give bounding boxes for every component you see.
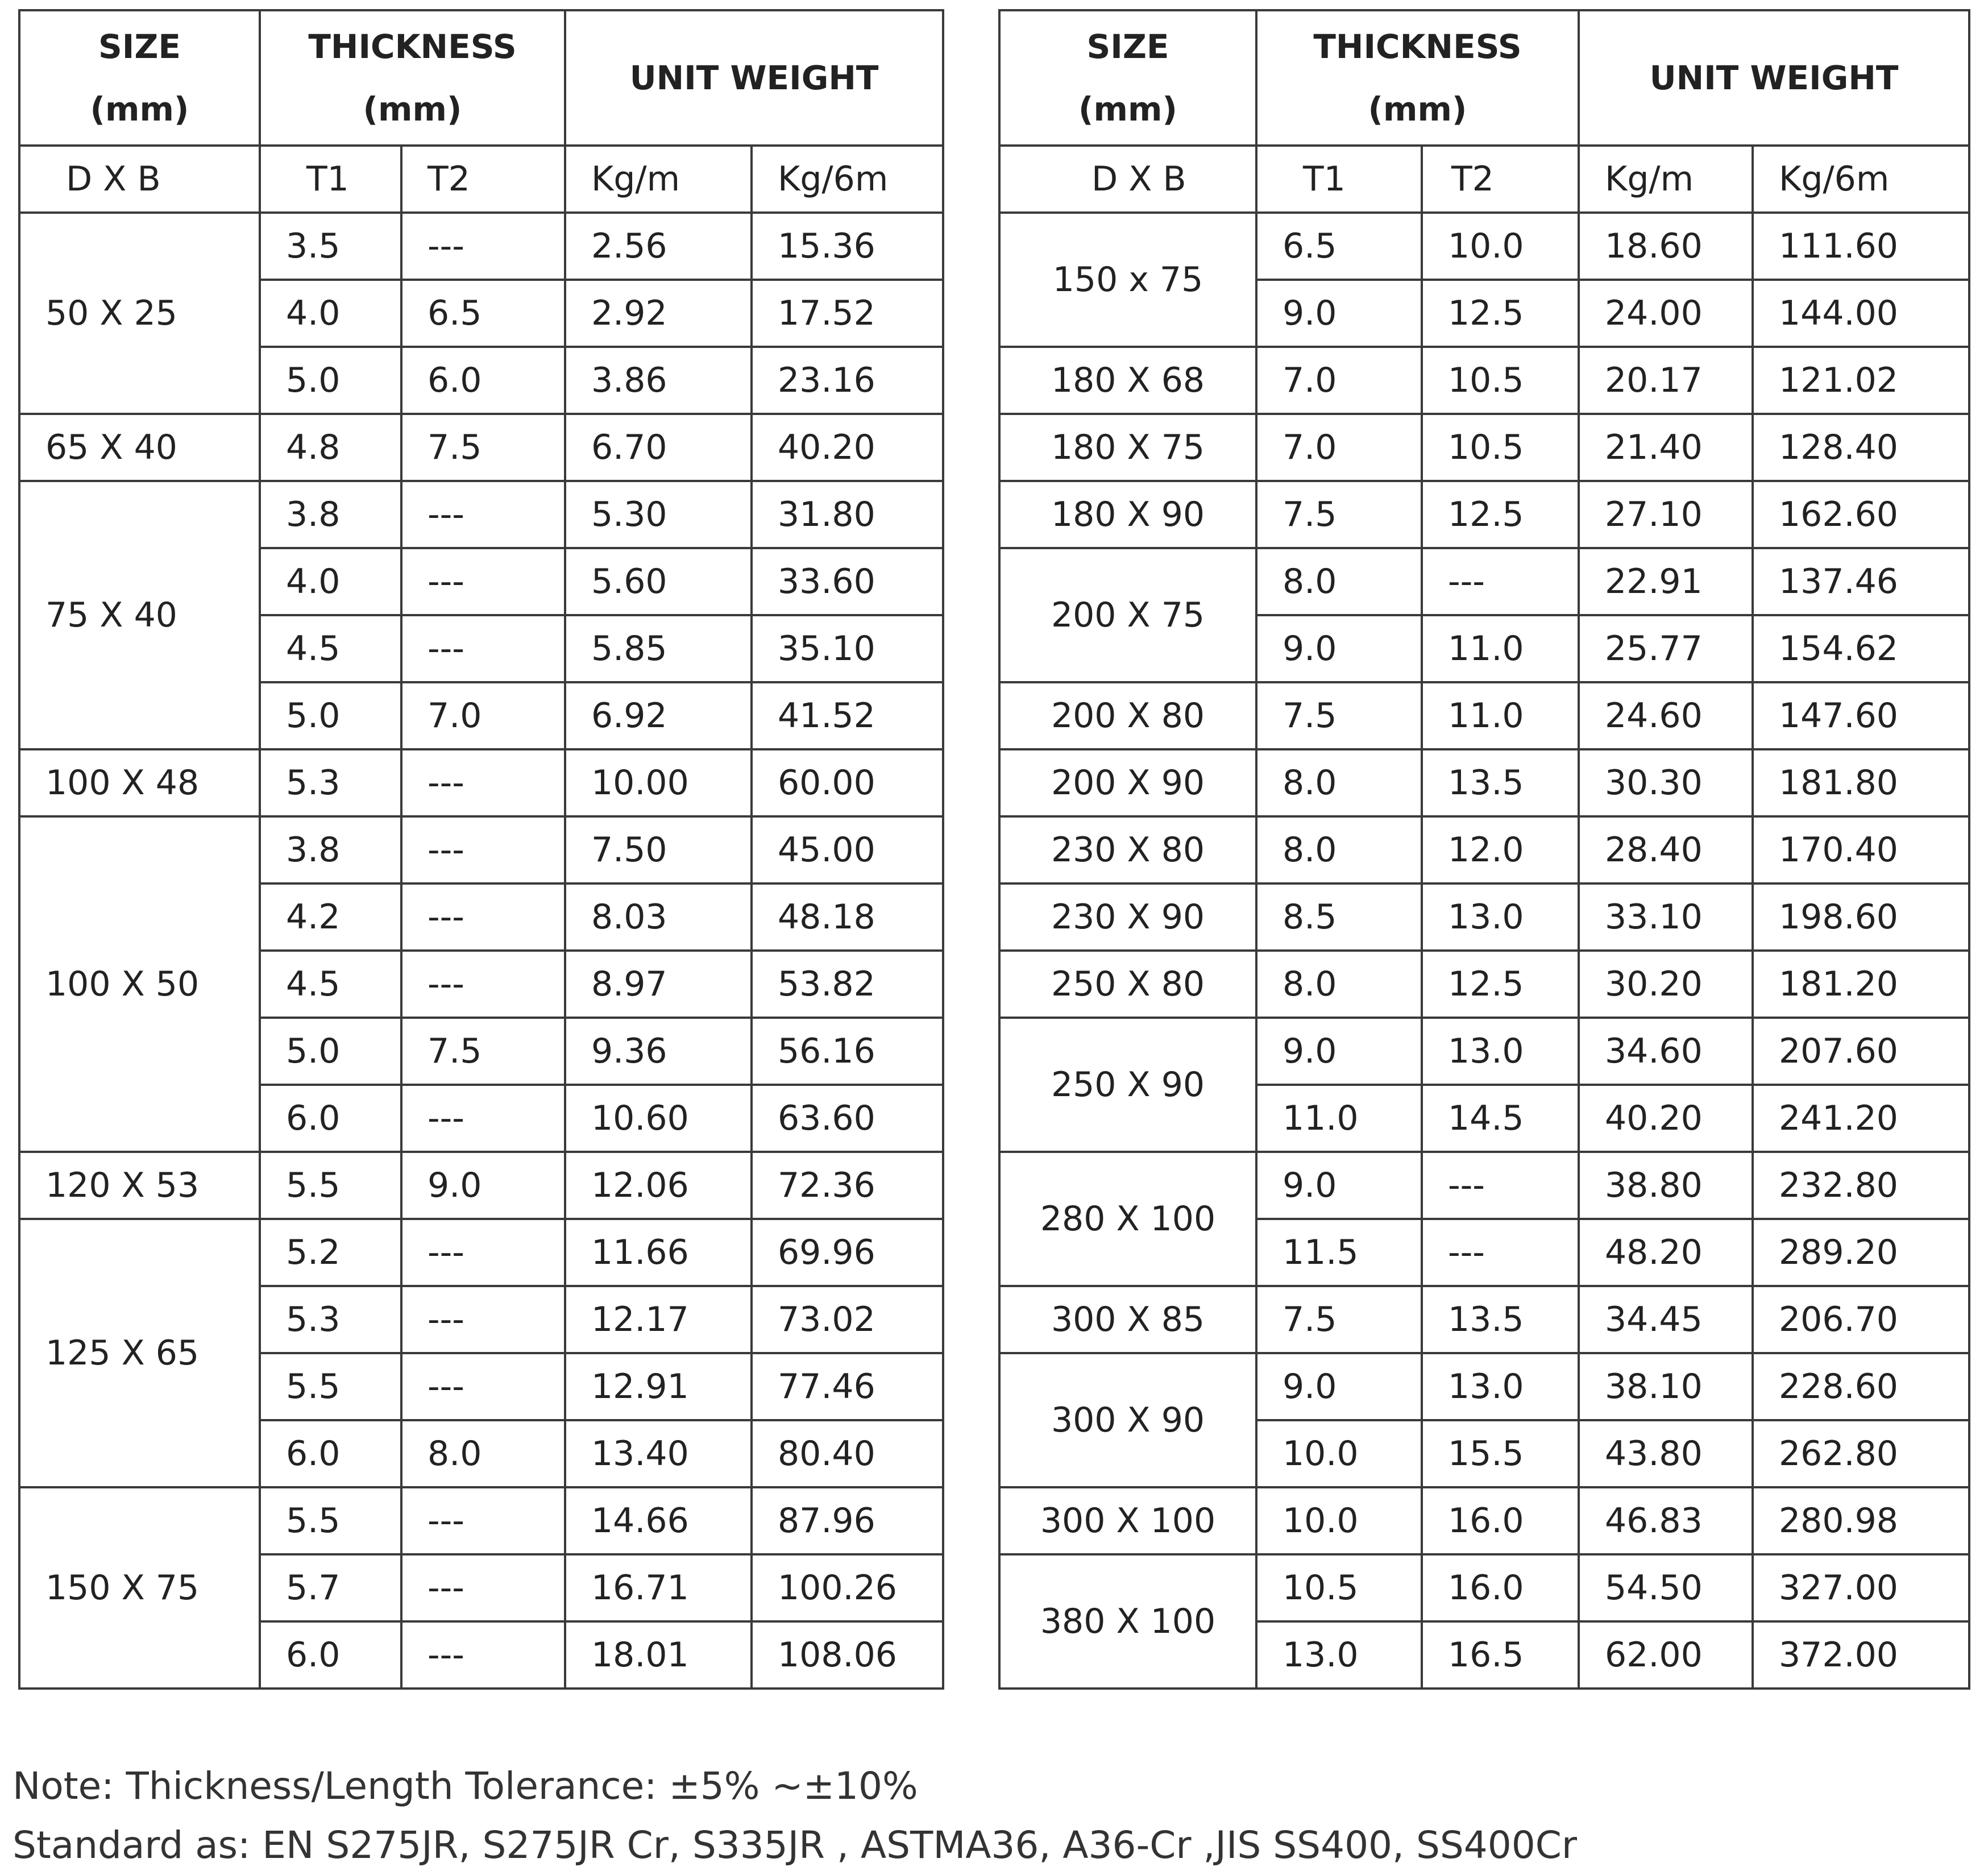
kg6m-cell: 77.46 [752, 1353, 943, 1420]
kgm-cell: 24.60 [1579, 682, 1753, 749]
kgm-cell: 25.77 [1579, 615, 1753, 682]
t1-cell: 7.0 [1256, 414, 1422, 481]
table-row [19, 1219, 943, 1286]
t2-cell: 13.0 [1422, 1353, 1579, 1420]
table-row [999, 749, 1969, 816]
t1-cell: 7.5 [1256, 1286, 1422, 1353]
table-row [999, 1353, 1969, 1420]
size-cell: 150 X 75 [19, 1487, 260, 1689]
size-cell: 200 X 90 [999, 749, 1256, 816]
kg6m-cell: 56.16 [752, 1018, 943, 1085]
kgm-cell: 27.10 [1579, 481, 1753, 548]
size-cell: 180 X 75 [999, 414, 1256, 481]
kg6m-cell: 162.60 [1753, 481, 1969, 548]
kgm-cell: 12.06 [565, 1152, 752, 1219]
t1-cell: 8.5 [1256, 883, 1422, 951]
t2-cell: 16.0 [1422, 1487, 1579, 1554]
t2-cell: 6.5 [401, 280, 565, 347]
kgm-cell: 3.86 [565, 347, 752, 414]
kg6m-cell: 100.26 [752, 1554, 943, 1621]
kg6m-cell: 144.00 [1753, 280, 1969, 347]
kgm-cell: 34.60 [1579, 1018, 1753, 1085]
t1-cell: 4.8 [260, 414, 401, 481]
t1-cell: 5.7 [260, 1554, 401, 1621]
kg6m-cell: 154.62 [1753, 615, 1969, 682]
kg6m-cell: 15.36 [752, 213, 943, 280]
kg6m-cell: 73.02 [752, 1286, 943, 1353]
t1-cell: 3.8 [260, 816, 401, 883]
size-cell: 180 X 90 [999, 481, 1256, 548]
kgm-cell: 48.20 [1579, 1219, 1753, 1286]
size-cell: 100 X 48 [19, 749, 260, 816]
kg6m-cell: 33.60 [752, 548, 943, 615]
t1-cell: 3.5 [260, 213, 401, 280]
t2-cell: 12.5 [1422, 951, 1579, 1018]
kgm-cell: 33.10 [1579, 883, 1753, 951]
table-row [999, 1018, 1969, 1085]
kgm-cell: 13.40 [565, 1420, 752, 1487]
t1-cell: 7.0 [1256, 347, 1422, 414]
size-cell: 125 X 65 [19, 1219, 260, 1487]
kg6m-cell: 48.18 [752, 883, 943, 951]
kgm-cell: 40.20 [1579, 1085, 1753, 1152]
t2-cell: --- [401, 548, 565, 615]
t2-cell: --- [401, 1554, 565, 1621]
size-cell: 150 x 75 [999, 213, 1256, 347]
kgm-cell: 16.71 [565, 1554, 752, 1621]
kgm-cell: 5.60 [565, 548, 752, 615]
t2-cell: 10.5 [1422, 414, 1579, 481]
t2-cell: 16.0 [1422, 1554, 1579, 1621]
size-cell: 65 X 40 [19, 414, 260, 481]
size-cell: 300 X 85 [999, 1286, 1256, 1353]
kgm-cell: 18.01 [565, 1621, 752, 1689]
size-cell: 300 X 100 [999, 1487, 1256, 1554]
t1-cell: 4.0 [260, 280, 401, 347]
kg6m-cell: 40.20 [752, 414, 943, 481]
kg6m-cell: 80.40 [752, 1420, 943, 1487]
t2-cell: 7.5 [401, 414, 565, 481]
kgm-cell: 12.91 [565, 1353, 752, 1420]
t1-cell: 4.0 [260, 548, 401, 615]
t2-cell: 11.0 [1422, 615, 1579, 682]
kg6m-cell: 111.60 [1753, 213, 1969, 280]
kgm-cell: 12.17 [565, 1286, 752, 1353]
table-row [999, 347, 1969, 414]
t2-cell: 13.5 [1422, 1286, 1579, 1353]
table-row [999, 1554, 1969, 1621]
kgm-cell: 18.60 [1579, 213, 1753, 280]
kg6m-header: Kg/6m [752, 146, 943, 213]
kgm-cell: 2.92 [565, 280, 752, 347]
t2-cell: --- [401, 749, 565, 816]
dxb-header: D X B [999, 146, 1256, 213]
kg6m-header: Kg/6m [1753, 146, 1969, 213]
size-cell: 200 X 75 [999, 548, 1256, 682]
kg6m-cell: 280.98 [1753, 1487, 1969, 1554]
size-cell: 280 X 100 [999, 1152, 1256, 1286]
t1-cell: 11.0 [1256, 1085, 1422, 1152]
t1-cell: 5.3 [260, 1286, 401, 1353]
kgm-cell: 22.91 [1579, 548, 1753, 615]
t2-cell: 12.5 [1422, 280, 1579, 347]
table-row [999, 816, 1969, 883]
kgm-cell: 38.80 [1579, 1152, 1753, 1219]
kgm-cell: 10.00 [565, 749, 752, 816]
t2-cell: 13.0 [1422, 1018, 1579, 1085]
t2-cell: 13.5 [1422, 749, 1579, 816]
t2-cell: 14.5 [1422, 1085, 1579, 1152]
table-row [19, 481, 943, 548]
header-row [19, 10, 943, 146]
size-header: SIZE (mm) [19, 10, 260, 146]
t1-cell: 5.5 [260, 1152, 401, 1219]
table-row [999, 1286, 1969, 1353]
kgm-cell: 20.17 [1579, 347, 1753, 414]
kgm-cell: 9.36 [565, 1018, 752, 1085]
t1-cell: 3.8 [260, 481, 401, 548]
table-row [19, 213, 943, 280]
t1-cell: 6.5 [1256, 213, 1422, 280]
kg6m-cell: 53.82 [752, 951, 943, 1018]
kg6m-cell: 207.60 [1753, 1018, 1969, 1085]
subheader-row [999, 146, 1969, 213]
kgm-cell: 46.83 [1579, 1487, 1753, 1554]
t1-cell: 5.2 [260, 1219, 401, 1286]
kg6m-cell: 23.16 [752, 347, 943, 414]
t2-header: T2 [1422, 146, 1579, 213]
t2-cell: 9.0 [401, 1152, 565, 1219]
kg6m-cell: 181.20 [1753, 951, 1969, 1018]
kg6m-cell: 128.40 [1753, 414, 1969, 481]
t2-cell: --- [401, 481, 565, 548]
size-cell: 230 X 90 [999, 883, 1256, 951]
kg6m-cell: 147.60 [1753, 682, 1969, 749]
table-row [999, 883, 1969, 951]
size-cell: 100 X 50 [19, 816, 260, 1152]
t1-cell: 9.0 [1256, 1152, 1422, 1219]
size-cell: 180 X 68 [999, 347, 1256, 414]
t2-cell: 16.5 [1422, 1621, 1579, 1689]
kg6m-cell: 63.60 [752, 1085, 943, 1152]
t2-cell: 11.0 [1422, 682, 1579, 749]
t2-cell: 15.5 [1422, 1420, 1579, 1487]
kg6m-cell: 108.06 [752, 1621, 943, 1689]
table-row [999, 682, 1969, 749]
dxb-header: D X B [19, 146, 260, 213]
unit-weight-header: UNIT WEIGHT [565, 10, 943, 146]
kgm-cell: 30.20 [1579, 951, 1753, 1018]
t2-cell: 7.0 [401, 682, 565, 749]
table-row [19, 816, 943, 883]
t2-cell: 6.0 [401, 347, 565, 414]
kgm-cell: 5.30 [565, 481, 752, 548]
kgm-cell: 6.70 [565, 414, 752, 481]
t2-cell: --- [1422, 1219, 1579, 1286]
thickness-header: THICKNESS (mm) [260, 10, 565, 146]
table-row [19, 749, 943, 816]
kg6m-cell: 372.00 [1753, 1621, 1969, 1689]
kg6m-cell: 17.52 [752, 280, 943, 347]
t2-cell: --- [401, 1621, 565, 1689]
kg6m-cell: 289.20 [1753, 1219, 1969, 1286]
kgm-cell: 7.50 [565, 816, 752, 883]
table-row [999, 1487, 1969, 1554]
size-cell: 200 X 80 [999, 682, 1256, 749]
subheader-row [19, 146, 943, 213]
kgm-cell: 14.66 [565, 1487, 752, 1554]
header-row [999, 10, 1969, 146]
t2-cell: --- [401, 1219, 565, 1286]
t2-cell: --- [1422, 1152, 1579, 1219]
t1-cell: 8.0 [1256, 548, 1422, 615]
table-row [999, 951, 1969, 1018]
t1-cell: 4.5 [260, 951, 401, 1018]
t2-cell: 12.0 [1422, 816, 1579, 883]
t2-cell: --- [401, 1085, 565, 1152]
t1-cell: 10.5 [1256, 1554, 1422, 1621]
t2-cell: 10.5 [1422, 347, 1579, 414]
size-cell: 380 X 100 [999, 1554, 1256, 1689]
kgm-cell: 43.80 [1579, 1420, 1753, 1487]
t2-cell: --- [401, 213, 565, 280]
t2-cell: 12.5 [1422, 481, 1579, 548]
t1-cell: 11.5 [1256, 1219, 1422, 1286]
kg6m-cell: 327.00 [1753, 1554, 1969, 1621]
t1-cell: 9.0 [1256, 280, 1422, 347]
thickness-header: THICKNESS (mm) [1256, 10, 1579, 146]
t2-cell: --- [401, 1487, 565, 1554]
t1-cell: 7.5 [1256, 481, 1422, 548]
t1-cell: 9.0 [1256, 615, 1422, 682]
table-row [999, 414, 1969, 481]
kg6m-cell: 60.00 [752, 749, 943, 816]
table-row [999, 548, 1969, 615]
t1-header: T1 [260, 146, 401, 213]
kgm-cell: 38.10 [1579, 1353, 1753, 1420]
kg6m-cell: 228.60 [1753, 1353, 1969, 1420]
t1-header: T1 [1256, 146, 1422, 213]
table-row [999, 1152, 1969, 1219]
t2-cell: 13.0 [1422, 883, 1579, 951]
t1-cell: 8.0 [1256, 951, 1422, 1018]
kg6m-cell: 45.00 [752, 816, 943, 883]
t1-cell: 9.0 [1256, 1018, 1422, 1085]
t1-cell: 7.5 [1256, 682, 1422, 749]
t2-cell: 7.5 [401, 1018, 565, 1085]
t1-cell: 5.5 [260, 1487, 401, 1554]
t1-cell: 8.0 [1256, 749, 1422, 816]
kg6m-cell: 206.70 [1753, 1286, 1969, 1353]
t1-cell: 4.2 [260, 883, 401, 951]
unit-weight-header: UNIT WEIGHT [1579, 10, 1969, 146]
t2-cell: --- [401, 951, 565, 1018]
kg6m-cell: 72.36 [752, 1152, 943, 1219]
tolerance-note: Note: Thickness/Length Tolerance: ±5% ~±10% [13, 1764, 918, 1808]
left-spec-table [18, 9, 944, 1690]
size-cell: 250 X 80 [999, 951, 1256, 1018]
table-row [999, 213, 1969, 280]
t1-cell: 5.5 [260, 1353, 401, 1420]
kgm-cell: 6.92 [565, 682, 752, 749]
kg6m-cell: 35.10 [752, 615, 943, 682]
t1-cell: 6.0 [260, 1085, 401, 1152]
size-cell: 120 X 53 [19, 1152, 260, 1219]
t2-cell: --- [401, 1353, 565, 1420]
kgm-cell: 30.30 [1579, 749, 1753, 816]
size-header: SIZE (mm) [999, 10, 1256, 146]
kgm-cell: 62.00 [1579, 1621, 1753, 1689]
kgm-cell: 21.40 [1579, 414, 1753, 481]
t1-cell: 5.0 [260, 682, 401, 749]
kgm-cell: 5.85 [565, 615, 752, 682]
right-spec-table [998, 9, 1970, 1690]
kgm-cell: 10.60 [565, 1085, 752, 1152]
t2-header: T2 [401, 146, 565, 213]
t2-cell: --- [1422, 548, 1579, 615]
kgm-cell: 24.00 [1579, 280, 1753, 347]
kg6m-cell: 241.20 [1753, 1085, 1969, 1152]
t2-cell: --- [401, 615, 565, 682]
t1-cell: 13.0 [1256, 1621, 1422, 1689]
t1-cell: 4.5 [260, 615, 401, 682]
t1-cell: 6.0 [260, 1621, 401, 1689]
t2-cell: --- [401, 883, 565, 951]
kg6m-cell: 69.96 [752, 1219, 943, 1286]
t2-cell: --- [401, 816, 565, 883]
kg6m-cell: 181.80 [1753, 749, 1969, 816]
t1-cell: 6.0 [260, 1420, 401, 1487]
t2-cell: 8.0 [401, 1420, 565, 1487]
kg6m-cell: 87.96 [752, 1487, 943, 1554]
kgm-cell: 54.50 [1579, 1554, 1753, 1621]
t1-cell: 5.0 [260, 347, 401, 414]
table-row [19, 1487, 943, 1554]
kgm-cell: 11.66 [565, 1219, 752, 1286]
kgm-header: Kg/m [565, 146, 752, 213]
kgm-cell: 8.03 [565, 883, 752, 951]
kgm-cell: 8.97 [565, 951, 752, 1018]
t1-cell: 5.3 [260, 749, 401, 816]
kgm-cell: 28.40 [1579, 816, 1753, 883]
kg6m-cell: 137.46 [1753, 548, 1969, 615]
kgm-cell: 34.45 [1579, 1286, 1753, 1353]
t2-cell: --- [401, 1286, 565, 1353]
kg6m-cell: 121.02 [1753, 347, 1969, 414]
table-row [999, 481, 1969, 548]
kgm-cell: 2.56 [565, 213, 752, 280]
table-row [19, 1152, 943, 1219]
kg6m-cell: 198.60 [1753, 883, 1969, 951]
t1-cell: 5.0 [260, 1018, 401, 1085]
kg6m-cell: 31.80 [752, 481, 943, 548]
kg6m-cell: 41.52 [752, 682, 943, 749]
t1-cell: 10.0 [1256, 1420, 1422, 1487]
t1-cell: 10.0 [1256, 1487, 1422, 1554]
size-cell: 75 X 40 [19, 481, 260, 749]
kg6m-cell: 232.80 [1753, 1152, 1969, 1219]
table-row [19, 414, 943, 481]
standard-note: Standard as: EN S275JR, S275JR Cr, S335JR , ASTMA36, A36-Cr ,JIS SS400, SS400Cr [13, 1823, 1577, 1867]
kg6m-cell: 170.40 [1753, 816, 1969, 883]
notes [13, 1757, 1577, 1875]
size-cell: 50 X 25 [19, 213, 260, 414]
kgm-header: Kg/m [1579, 146, 1753, 213]
size-cell: 250 X 90 [999, 1018, 1256, 1152]
t1-cell: 9.0 [1256, 1353, 1422, 1420]
size-cell: 300 X 90 [999, 1353, 1256, 1487]
t1-cell: 8.0 [1256, 816, 1422, 883]
t2-cell: 10.0 [1422, 213, 1579, 280]
size-cell: 230 X 80 [999, 816, 1256, 883]
kg6m-cell: 262.80 [1753, 1420, 1969, 1487]
